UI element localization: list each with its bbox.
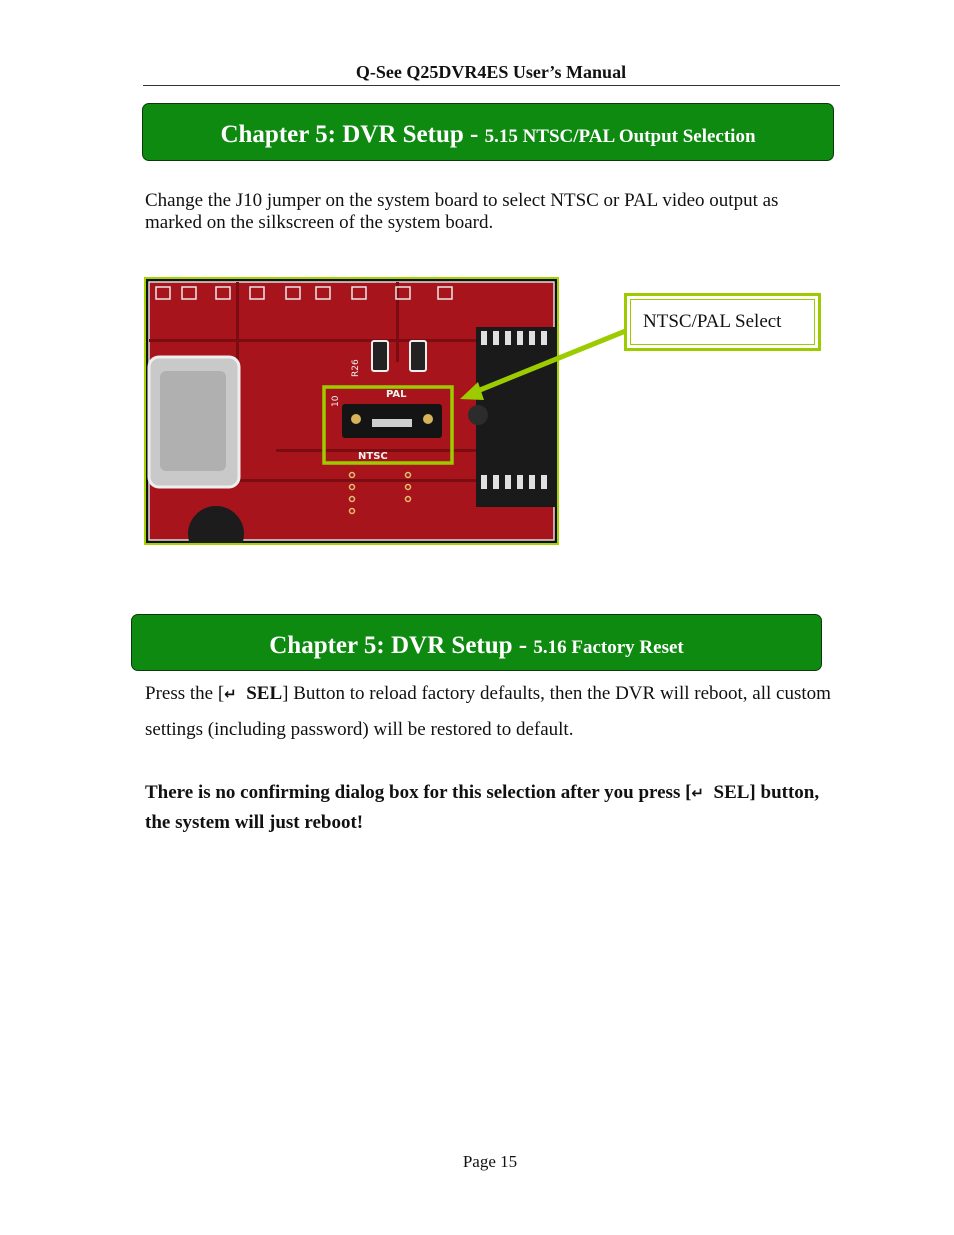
ntsc-pal-callout [624,293,821,351]
factory-reset-instructions: Press the [↵ SEL] Button to reload factory defaults, then the DVR will reboot, all custom settings (including password) will be restored to default. [145,683,831,740]
system-board-illustration [146,279,557,543]
board-photo [144,277,559,545]
banner-chapter-title: Chapter 5: DVR Setup - [220,121,485,148]
section-banner-ntsc-pal [142,103,834,161]
page-number: Page 15 [462,1152,518,1171]
reset-warning: There is no confirming dialog box for this selection after you press [↵ SEL] button, the system will just reboot! [145,782,820,833]
r26-label: R26 [351,359,361,377]
banner-chapter-title: Chapter 5: DVR Setup - [269,632,534,659]
crystal-oscillator [149,357,239,487]
ic-chip [468,327,557,507]
ntsc-pal-instructions: Change the J10 jumper on the system board to select NTSC or PAL video output as marked on the silkscreen of the system board. [145,190,779,233]
section-banner-factory-reset [131,614,822,671]
sel-key-label: SEL [246,683,283,704]
ntsc-silkscreen-label: NTSC [358,451,388,462]
pal-silkscreen-label: PAL [386,389,407,400]
header-rule [143,85,840,86]
manual-header: Q-See Q25DVR4ES User’s Manual [355,62,627,82]
banner-section-title: 5.15 NTSC/PAL Output Selection [484,126,756,147]
banner-section-title: 5.16 Factory Reset [533,637,684,658]
enter-key-icon: ↵ [224,685,237,703]
enter-key-icon: ↵ [691,784,704,802]
callout-label: NTSC/PAL Select [630,299,815,345]
j10-silkscreen-label: 10 [331,395,341,407]
